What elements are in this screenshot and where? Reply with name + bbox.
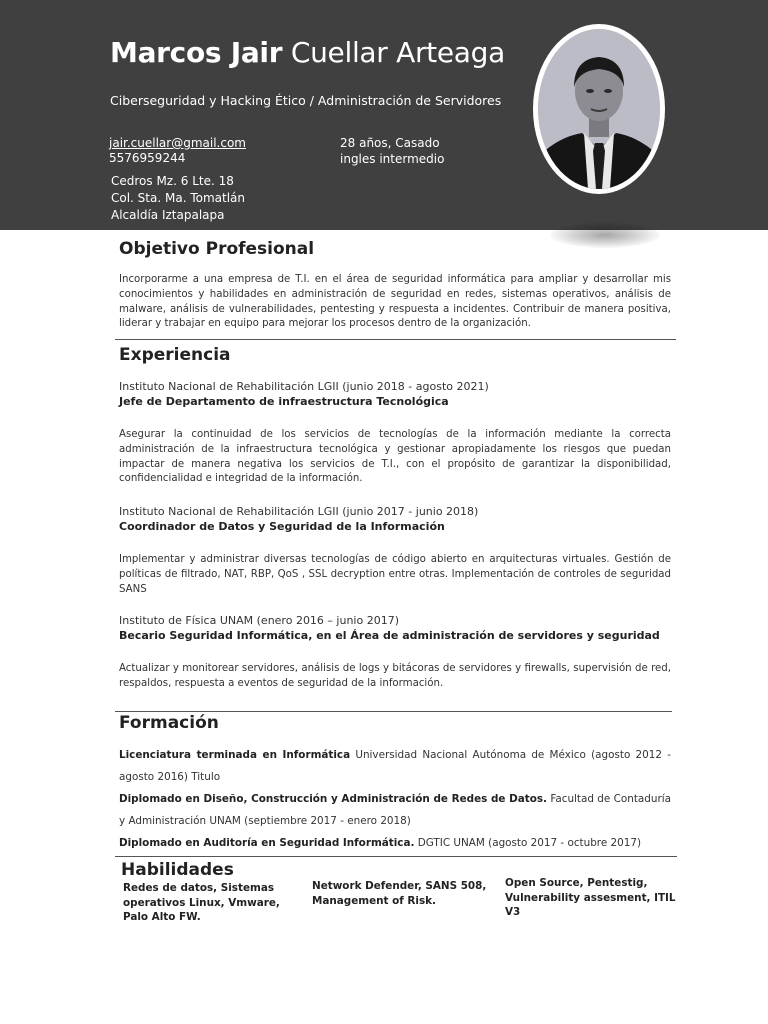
age-status: 28 años, Casado bbox=[340, 136, 440, 150]
address-line: Cedros Mz. 6 Lte. 18 bbox=[111, 174, 234, 188]
job-organization: Instituto de Física UNAM (enero 2016 – junio 2017) bbox=[119, 614, 399, 627]
education-item bbox=[119, 744, 671, 788]
job-description: Asegurar la continuidad de los servicios de tecnologías de la información mediante la correcta administración de la infraestructura tecnológica y gestionar apropiadamente los riesgos que puedan impactar de manera negativa los servicios de T.I., con el propósito de garantizar la disponibilidad, confidencialidad e integridad de la información. bbox=[119, 429, 671, 485]
candidate-name bbox=[110, 36, 505, 69]
photo-shadow bbox=[550, 222, 660, 248]
section-title-experience: Experiencia bbox=[119, 345, 231, 365]
skills-column: Open Source, Pentestig, Vulnerability assesment, ITIL V3 bbox=[505, 877, 676, 918]
email-link[interactable]: jair.cuellar@gmail.com bbox=[109, 136, 246, 150]
profile-photo bbox=[533, 24, 665, 194]
language-level: ingles intermedio bbox=[340, 152, 445, 166]
divider bbox=[115, 856, 677, 857]
job-role: Becario Seguridad Informática, en el Área de administración de servidores y seguridad bbox=[119, 629, 660, 642]
address-line: Alcaldía Iztapalapa bbox=[111, 208, 225, 222]
divider bbox=[115, 711, 672, 712]
section-title-objective: Objetivo Profesional bbox=[119, 239, 315, 259]
education-degree: Diplomado en Diseño, Construcción y Administración de Redes de Datos. bbox=[119, 793, 547, 805]
name-first: Marcos Jair bbox=[110, 36, 283, 69]
job-role: Coordinador de Datos y Seguridad de la Información bbox=[119, 520, 445, 533]
person-portrait-icon bbox=[538, 29, 660, 189]
job-description: Implementar y administrar diversas tecnologías de código abierto en arquitecturas virtuales. Gestión de políticas de filtrado, NAT, RBP, QoS , SSL decryption entre otras. Implementación de controles de seguridad SANS bbox=[119, 554, 671, 595]
phone-number: 5576959244 bbox=[109, 151, 186, 165]
job-organization: Instituto Nacional de Rehabilitación LGII (junio 2018 - agosto 2021) bbox=[119, 380, 489, 393]
section-title-education: Formación bbox=[119, 713, 219, 733]
education-item bbox=[119, 832, 671, 854]
objective-text: Incorporarme a una empresa de T.I. en el área de seguridad informática para ampliar y desarrollar mis conocimientos y habilidades en administración de seguridad en redes, sistemas operativos, análisis de malware, análisis de vulnerabilidades, pentesting y respuesta a incidentes. Contribuir de manera positiva, liderar y trabajar en equipo para mejorar los procesos dentro de la organización. bbox=[119, 274, 671, 330]
education-details: Facultad de Contaduría y Administración UNAM (septiembre 2017 - enero 2018) bbox=[119, 793, 671, 827]
education-degree: Licenciatura terminada en Informática bbox=[119, 749, 351, 761]
education-degree: Diplomado en Auditoría en Seguridad Informática. bbox=[119, 837, 415, 849]
education-list bbox=[119, 744, 671, 854]
education-details: Universidad Nacional Autónoma de México (agosto 2012 - agosto 2016) Titulo bbox=[119, 749, 671, 783]
job-role: Jefe de Departamento de infraestructura Tecnológica bbox=[119, 395, 449, 408]
tagline: Ciberseguridad y Hacking Ético / Administración de Servidores bbox=[110, 93, 502, 108]
skills-column: Network Defender, SANS 508, Management of Risk. bbox=[312, 880, 487, 907]
skills-column: Redes de datos, Sistemas operativos Linux, Vmware, Palo Alto FW. bbox=[123, 882, 280, 923]
address-line: Col. Sta. Ma. Tomatlán bbox=[111, 191, 245, 205]
job-organization: Instituto Nacional de Rehabilitación LGII (junio 2017 - junio 2018) bbox=[119, 505, 479, 518]
divider bbox=[115, 339, 676, 340]
education-details: DGTIC UNAM (agosto 2017 - octubre 2017) bbox=[414, 837, 642, 849]
name-last: Cuellar Arteaga bbox=[290, 36, 505, 69]
education-item bbox=[119, 788, 671, 832]
job-description: Actualizar y monitorear servidores, análisis de logs y bitácoras de servidores y firewalls, supervisión de red, respaldos, respuesta a eventos de seguridad de la información. bbox=[119, 663, 671, 689]
header-banner bbox=[0, 0, 768, 230]
section-title-skills: Habilidades bbox=[121, 860, 234, 880]
